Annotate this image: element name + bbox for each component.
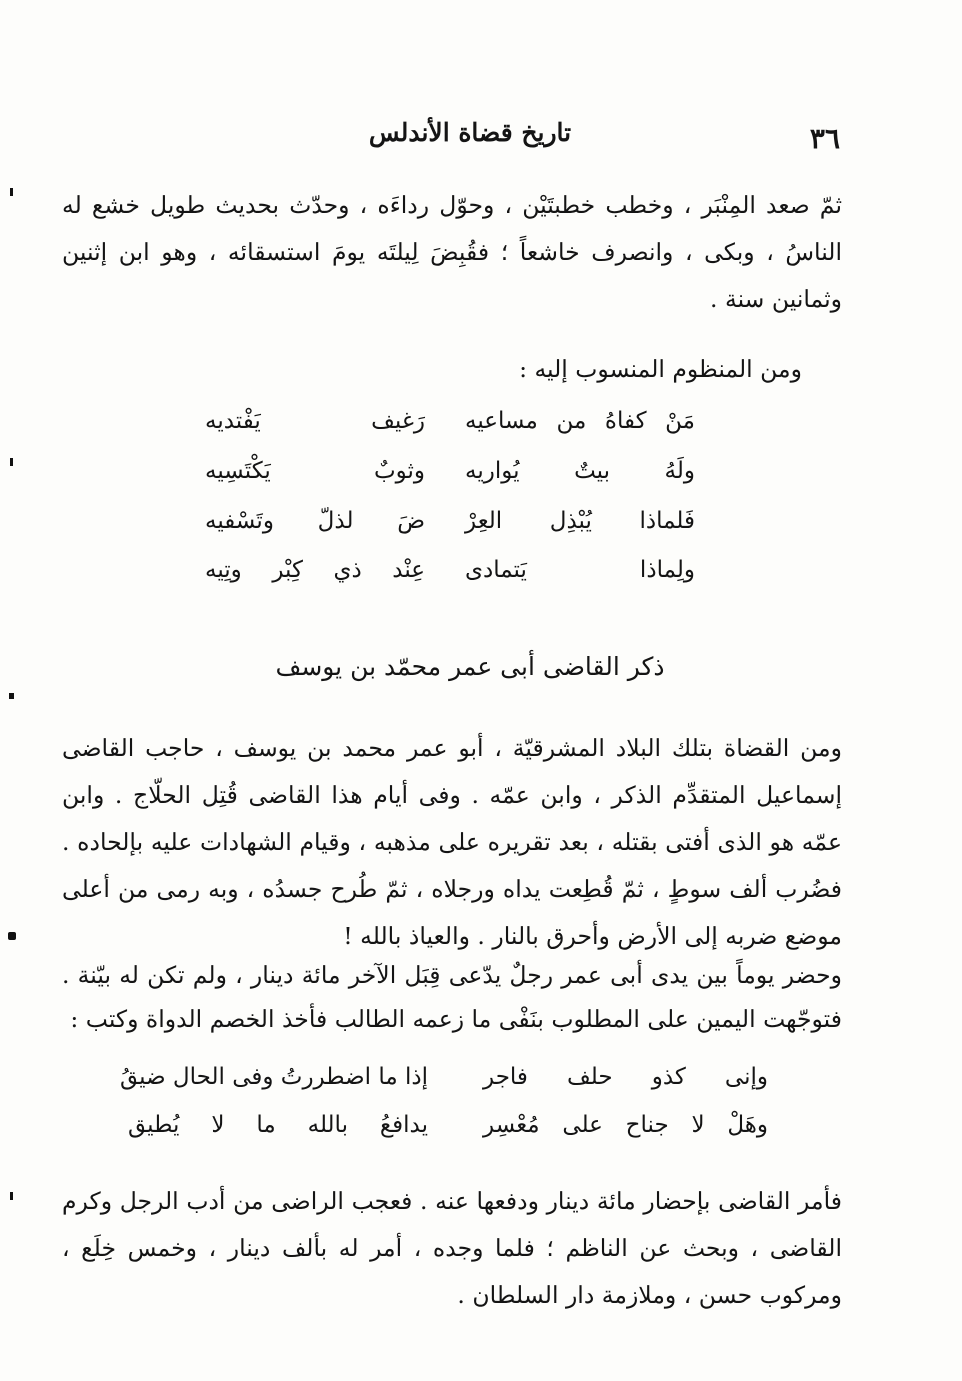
hemistich-second: رَغيف يَفْتديه [205,408,425,434]
hemistich-first: وإنى كذو حلف فاجر [483,1064,768,1090]
margin-mark [10,458,13,466]
poem-1-verse-2 [205,458,695,502]
section-heading: ذكر القاضى أبى عمر محمّد بن يوسف [275,652,665,681]
poem-1-verse-1 [205,408,695,452]
hemistich-second: يدافعُ بالله ما لا يُطيق [128,1112,428,1138]
poem-1-verse-4 [205,557,695,601]
poem-2-verse-1 [119,1064,768,1108]
hemistich-first: ولَهُ بيتٌ يُواريه [465,458,695,484]
poem-1-verse-3 [205,508,695,552]
hemistich-second: عِنْد ذي كِبْر وتِيه [205,557,425,583]
margin-mark [9,693,14,699]
paragraph-4: فأمر القاضى بإحضار مائة دينار ودفعها عنه . فعجب الراضى من أدب الرجل وكرم القاضى ، وبحث عن الناظم ؛ فلما وجده ، أمر له بألف دينار ، وخمس خِلَع ، ومركوب حسن ، وملازمة دار السلطان . [62,1187,842,1309]
margin-mark [10,1192,13,1200]
poem-2-verse-2 [128,1112,768,1156]
hemistich-second: وثوبٌ يَكْتَسِيه [205,458,425,484]
hemistich-first: مَنْ كفاهُ من مساعيه [465,408,695,434]
margin-mark [8,932,16,940]
poem-1-intro: ومن المنظوم المنسوب إليه : [519,355,802,383]
hemistich-second: ضَ لذلّ وتَسْفيه [205,508,425,534]
page-number: ٣٦ [809,122,840,155]
margin-mark [10,188,13,196]
hemistich-first: فَلماذا يُبْذِل العِرْ [465,508,695,534]
hemistich-second: إذا ما اضطررتُ وفى الحال ضيقُ [119,1064,428,1090]
hemistich-first: وهَلْ لا جناح على مُعْسِر [483,1112,768,1138]
paragraph-3: وحضر يوماً بين يدى أبى عمر رجلٌ يدّعى قِبَل الآخر مائة دينار ، ولم تكن له بيّنة . فتوجّهت اليمين على المطلوب بنَفْى ما زعمه الطالب فأخذ الخصم الدواة وكتب : [62,961,842,1033]
paragraph-1: ثمّ صعد المِنْبَر ، وخطب خطبتَيْن ، وحوّل رداءَه ، وحدّث بحديث طويل خشع له الناسُ ، وبكى ، وانصرف خاشعاً ؛ فقُبِضَ لِيلتَه يومَ استسقائه ، وهو ابن إثنين وثمانين سنة . [62,191,842,313]
paragraph-2: ومن القضاة بتلك البلاد المشرقيّة ، أبو عمر محمد بن يوسف ، حاجب القاضى إسماعيل المتقدِّم الذكر ، وابن عمّه . وفى أيام هذا القاضى قُتِل الحلّاج . وابن عمّه هو الذى أفتى بقتله ، بعد تقريره على مذهبه ، وقيام الشهادات عليه بإلحاده . فضُرب ألف سوطٍ ، ثمّ قُطِعت يداه ورجلاه ، ثمّ طُرح جسدُه ، وبه رمى من أعلى موضع ضربه إلى الأرض وأحرق بالنار . والعياذ بالله ! [62,734,842,950]
page-header [100,118,840,158]
hemistich-first: ولِماذا يَتمادى [465,557,695,583]
running-title: تاريخ قضاة الأندلس [368,118,572,147]
